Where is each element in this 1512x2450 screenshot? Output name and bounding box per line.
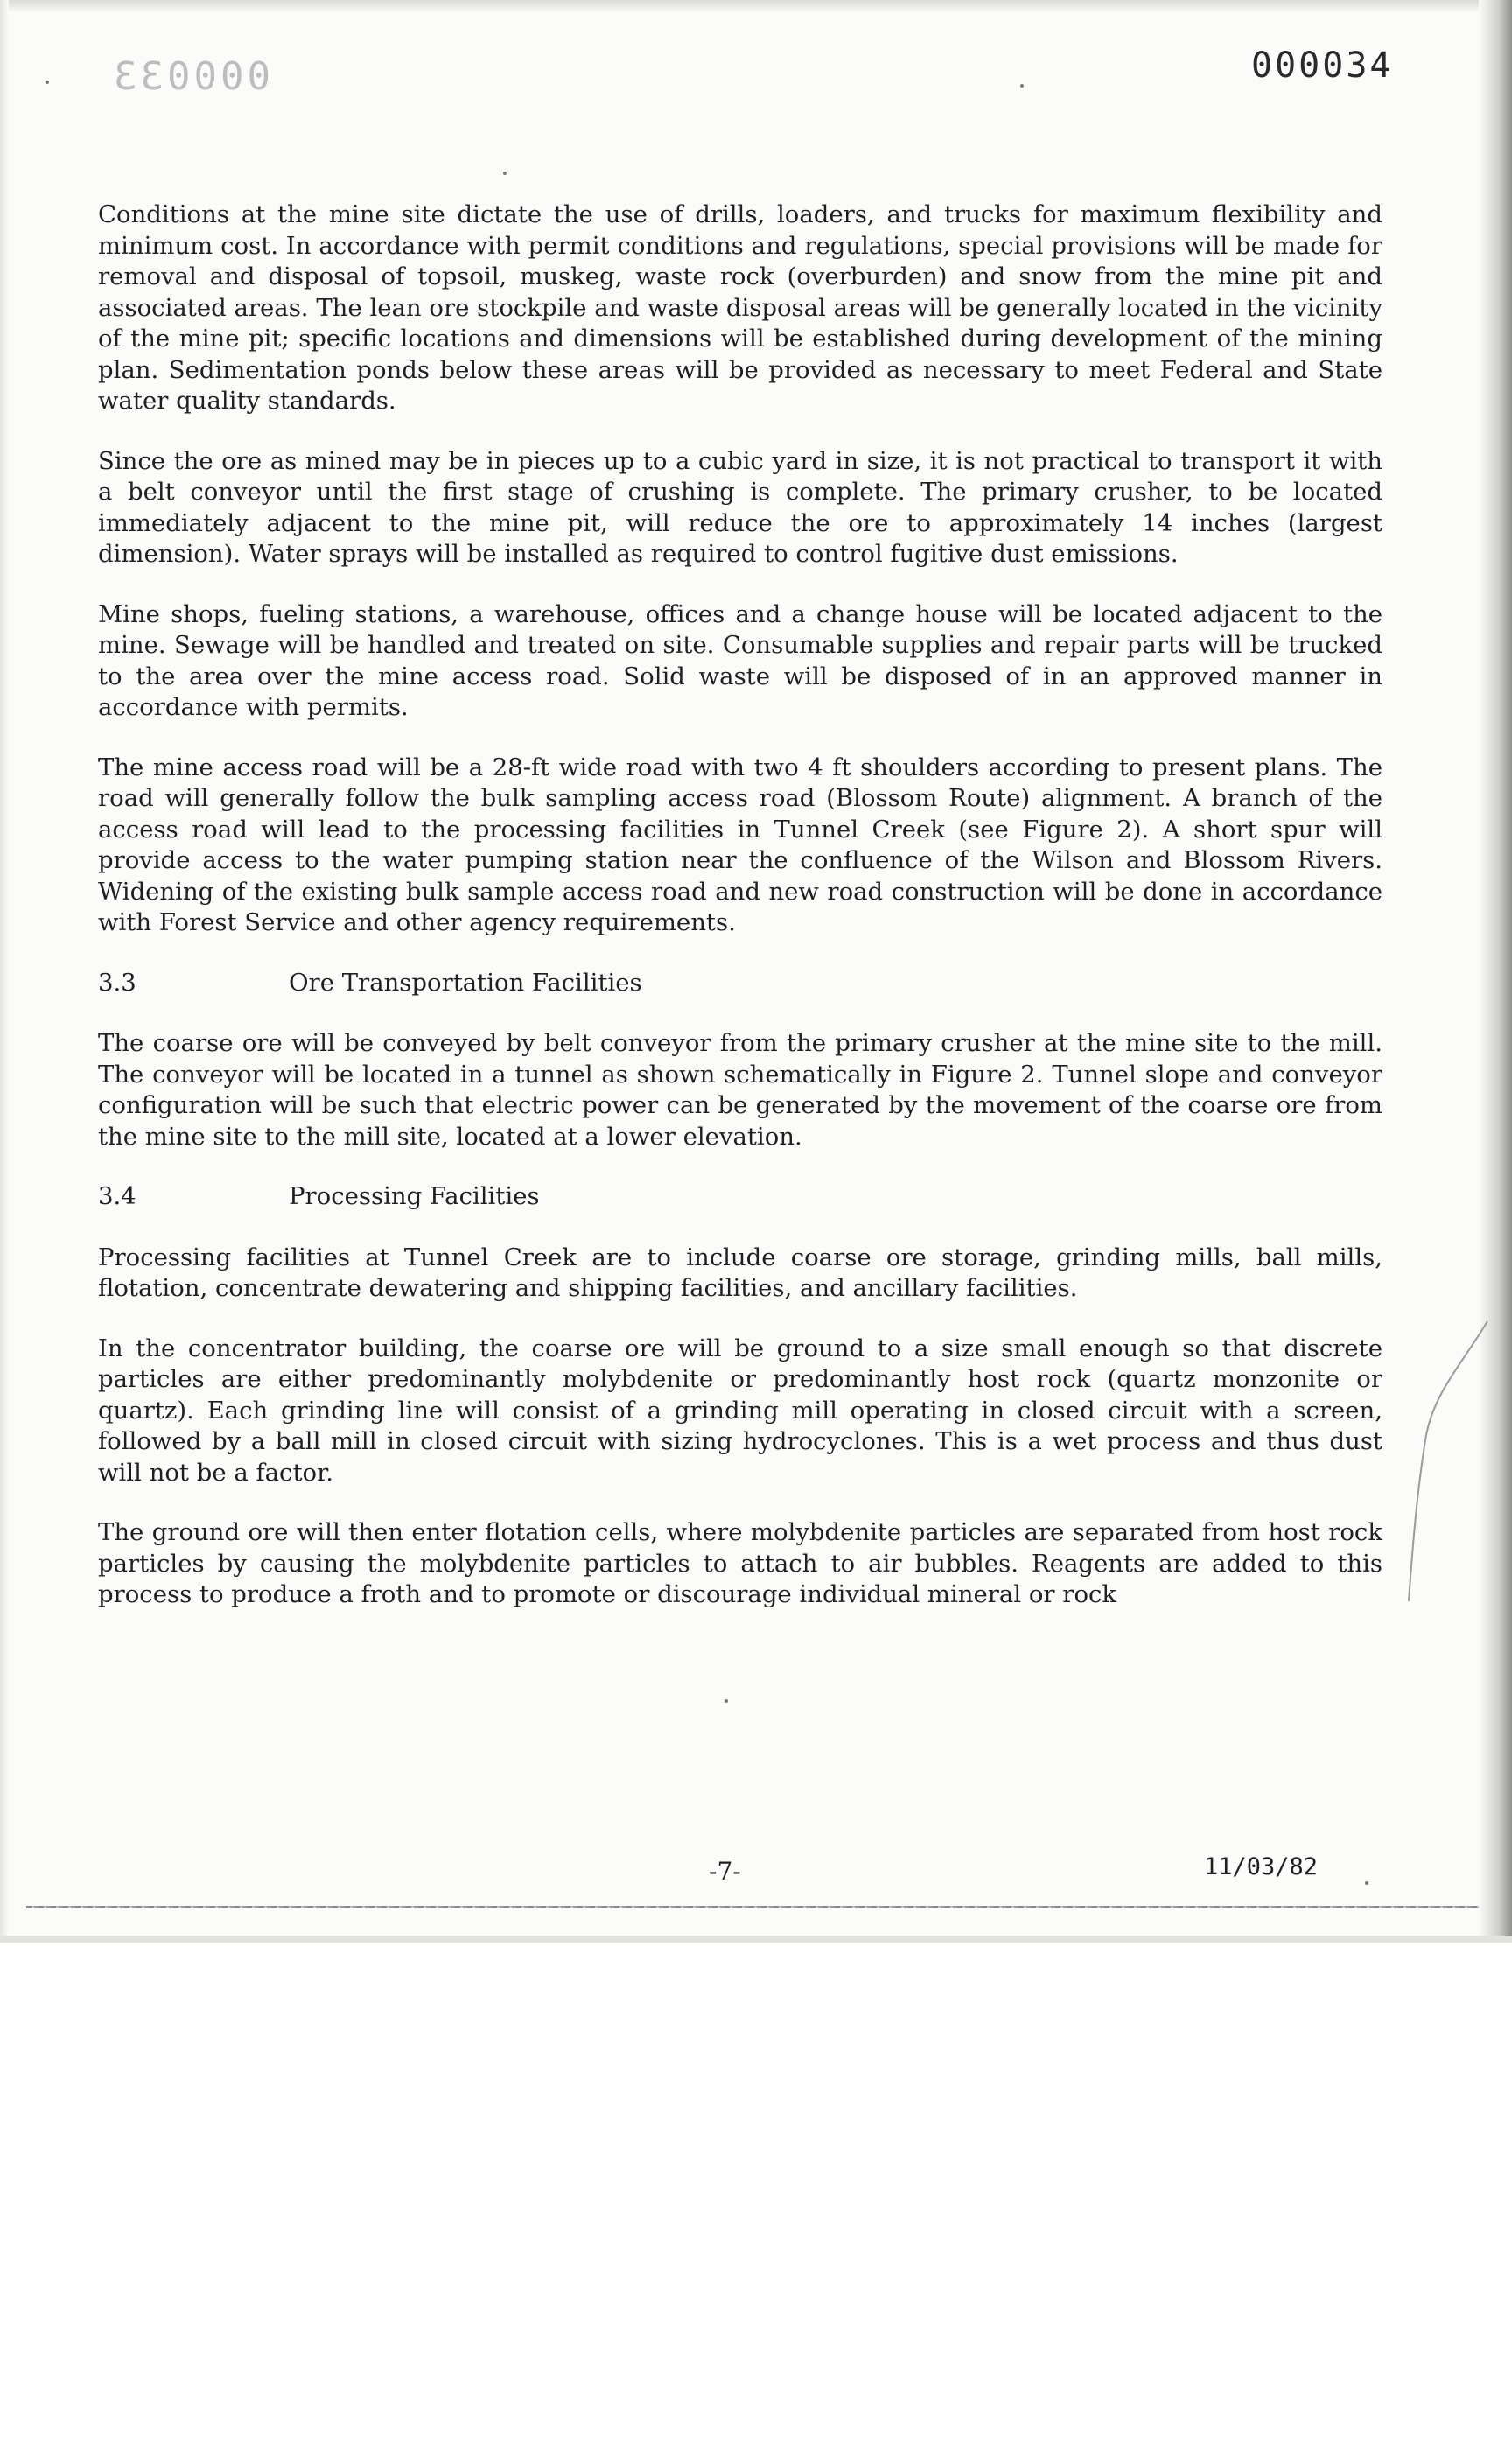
paragraph: Since the ore as mined may be in pieces up to a cubic yard in size, it is not practical to transport it with a belt conveyor until the first stage of crushing is complete. The primary crusher, to be located immediately adjacent to the mine pit, will reduce the ore to approximately 14 inches (largest dimension). Water sprays will be installed as required to control fugitive dust emissions. (98, 446, 1382, 568)
scan-speck (46, 80, 49, 84)
footer-page-number: -7- (709, 1857, 741, 1886)
section-title: Ore Transportation Facilities (289, 968, 642, 997)
scan-speck (1365, 1881, 1368, 1885)
scan-speck (503, 172, 507, 175)
paragraph: The mine access road will be a 28-ft wide road with two 4 ft shoulders according to present plans. The road will generally follow the bulk sampling access road (Blossom Route) alignment. A branch of the access road will lead to the processing facilities in Tunnel Creek (see Figure 2). A short spur will provide access to the water pumping station near the confluence of the Wilson and Blossom Rivers. Widening of the existing bulk sample access road and new road construction will be done in accordance with Forest Service and other agency requirements. (98, 752, 1382, 936)
paragraph: In the concentrator building, the coarse ore will be ground to a size small enough so that discrete particles are either predominantly molybdenite or predominantly host rock (quartz monzonite or quartz). Each grinding line will consist of a grinding mill operating in closed circuit with a screen, followed by a ball mill in closed circuit with sizing hydrocyclones. This is a wet process and thus dust will not be a factor. (98, 1334, 1382, 1487)
paragraph: Conditions at the mine site dictate the use of drills, loaders, and trucks for maximum flexibility and minimum cost. In accordance with permit conditions and regulations, special provisions will be made for removal and disposal of topsoil, muskeg, waste rock (overburden) and snow from the mine pit and associated areas. The lean ore stockpile and waste disposal areas will be generally located in the vicinity of the mine pit; specific locations and dimensions will be established during development of the mining plan. Sedimentation ponds below these areas will be provided as necessary to meet Federal and State water quality standards. (98, 200, 1382, 415)
paragraph: The ground ore will then enter flotation cells, where molybdenite particles are separated from host rock particles by causing the molybdenite particles to attach to air bubbles. Reagents are added to this process to produce a froth and to promote or discourage individual mineral or rock (98, 1518, 1382, 1608)
scan-edge-right (1479, 0, 1512, 1942)
section-title: Processing Facilities (289, 1182, 540, 1210)
scan-bottom-line (26, 1906, 1479, 1908)
scan-speck (1020, 84, 1024, 88)
section-heading-3-3 (98, 968, 1382, 999)
footer-date: 11/03/82 (1204, 1853, 1319, 1880)
paragraph: The coarse ore will be conveyed by belt conveyor from the primary crusher at the mine site to the mill. The conveyor will be located in a tunnel as shown schematically in Figure 2. Tunnel slope and conveyor configuration will be such that electric power can be generated by the movement of the coarse ore from the mine site to the mill site, located at a lower elevation. (98, 1029, 1382, 1151)
section-heading-3-4 (98, 1181, 1382, 1213)
page-number: 000034 (1251, 46, 1394, 86)
section-number: 3.4 (98, 1182, 136, 1210)
paragraph: Processing facilities at Tunnel Creek are to include coarse ore storage, grinding mills, ball mills, flotation, concentrate dewatering and shipping facilities, and ancillary facilities. (98, 1242, 1382, 1302)
scan-edge-top (0, 0, 1512, 12)
page-fold-mark (1391, 1312, 1496, 1610)
scan-edge-left (0, 0, 9, 1942)
scan-speck (724, 1699, 728, 1703)
section-number: 3.3 (98, 968, 136, 997)
bleed-through-page-number: 000033 (110, 54, 270, 99)
document-body (98, 200, 1382, 1640)
scan-bottom-edge (0, 1936, 1512, 1942)
paragraph: Mine shops, fueling stations, a warehouse, offices and a change house will be located adjacent to the mine. Sewage will be handled and treated on site. Consumable supplies and repair parts will be trucked to the area over the mine access road. Solid waste will be disposed of in an approved manner in accordance with permits. (98, 599, 1382, 721)
